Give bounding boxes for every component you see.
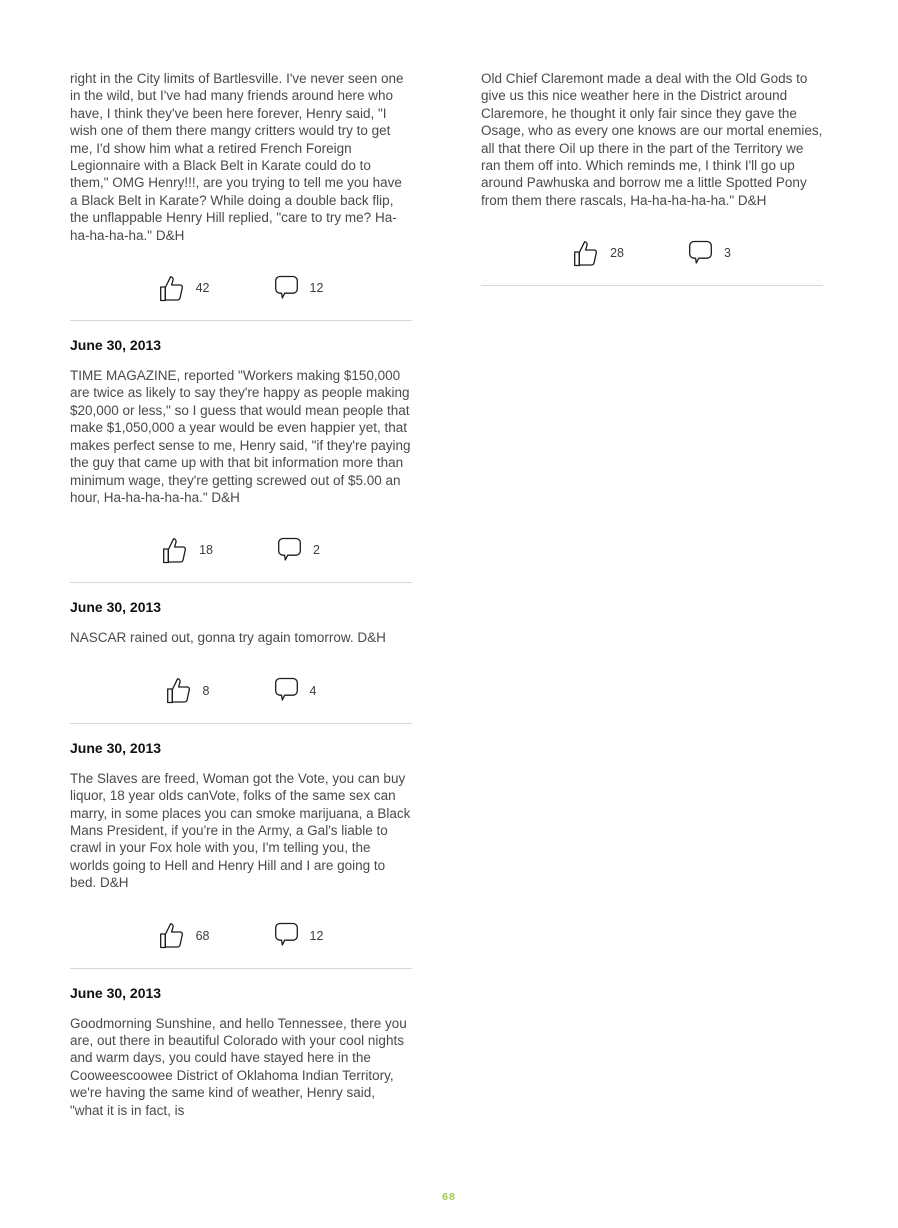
post-body-text: TIME MAGAZINE, reported "Workers making $150,000 are twice as likely to say they're happy as people making $20,000 or less," so I guess that would mean people that make $1,050,000 a year would be even happier yet, that makes perfect sense to me, Henry said, "if they're paying the guy that came up with that bit information more than minimum wage, they're getting screwed out of $5.00 an hour, Ha-ha-ha-ha-ha." D&H bbox=[70, 368, 411, 505]
post bbox=[481, 70, 823, 286]
post-body-text: Goodmorning Sunshine, and hello Tennessee, there you are, out there in beautiful Colorado with your cool nights and warm days, you could have stayed here in the Cooweescoowee District of Oklahoma Indian Territory, we're having the same kind of weather, Henry said, "what it is in fact, is bbox=[70, 1015, 407, 1118]
like-stat bbox=[159, 275, 210, 302]
comment-count: 2 bbox=[312, 543, 320, 558]
comment-count: 12 bbox=[309, 928, 324, 943]
engagement-row bbox=[70, 676, 412, 706]
post-divider bbox=[70, 968, 412, 969]
engagement-row bbox=[481, 238, 823, 268]
post-date-heading: June 30, 2013 bbox=[70, 337, 162, 354]
like-count: 8 bbox=[202, 683, 210, 698]
post bbox=[70, 599, 412, 723]
right-column bbox=[481, 70, 823, 286]
post bbox=[70, 337, 412, 583]
thumbs-up-icon bbox=[159, 922, 185, 949]
comment-bubble-icon bbox=[274, 677, 299, 704]
post-body-text: The Slaves are freed, Woman got the Vote, you can buy liquor, 18 year olds canVote, folks of the same sex can marry, in some places you can smoke marijuana, a Black Mans President, if you're in the Army, a Gal's liable to crawl in your Fox hole with you, I'm telling you, the worlds going to Hell and Henry Hill and I are going to bed. D&H bbox=[70, 770, 411, 891]
comment-stat bbox=[274, 922, 324, 949]
engagement-row bbox=[70, 535, 412, 565]
left-column bbox=[70, 70, 412, 1119]
comment-stat bbox=[274, 275, 324, 302]
comment-stat bbox=[688, 240, 731, 267]
post-date-heading: June 30, 2013 bbox=[70, 599, 162, 616]
like-stat bbox=[166, 677, 210, 704]
like-stat bbox=[159, 922, 210, 949]
post bbox=[70, 70, 412, 321]
like-stat bbox=[573, 240, 624, 267]
comment-count: 3 bbox=[723, 246, 731, 261]
like-count: 68 bbox=[195, 928, 210, 943]
thumbs-up-icon bbox=[166, 677, 192, 704]
post-divider bbox=[70, 582, 412, 583]
like-stat bbox=[162, 537, 213, 564]
thumbs-up-icon bbox=[159, 275, 185, 302]
like-count: 28 bbox=[610, 246, 624, 261]
comment-stat bbox=[277, 537, 320, 564]
engagement-row bbox=[70, 273, 412, 303]
comment-bubble-icon bbox=[274, 275, 299, 302]
page-number: 68 bbox=[442, 1191, 456, 1203]
comment-count: 4 bbox=[309, 683, 317, 698]
post-body-text: Old Chief Claremont made a deal with the Old Gods to give us this nice weather here in the District around Claremore, he thought it only fair since they gave the Osage, who as every one knows are our mortal enemies, all that there Oil up there in the part of the Territory we ran them off into. Which reminds me, I think I'll go up around Pawhuska and borrow me a little Spotted Pony from them there rascals, Ha-ha-ha-ha-ha." D&H bbox=[481, 71, 823, 208]
engagement-row bbox=[70, 921, 412, 951]
like-count: 18 bbox=[199, 543, 213, 558]
post-divider bbox=[70, 723, 412, 724]
post-date-heading: June 30, 2013 bbox=[70, 984, 162, 1001]
comment-count: 12 bbox=[309, 281, 324, 296]
post-date-heading: June 30, 2013 bbox=[70, 739, 162, 756]
like-count: 42 bbox=[195, 281, 210, 296]
post bbox=[70, 740, 412, 969]
comment-bubble-icon bbox=[688, 240, 713, 267]
thumbs-up-icon bbox=[162, 537, 188, 564]
comment-bubble-icon bbox=[274, 922, 299, 949]
comment-bubble-icon bbox=[277, 537, 302, 564]
comment-stat bbox=[274, 677, 317, 704]
post-divider bbox=[481, 285, 823, 286]
post-divider bbox=[70, 320, 412, 321]
post-body-text: right in the City limits of Bartlesville. I've never seen one in the wild, but I've had many friends around here who have, I think they've been here forever, Henry said, "I wish one of them there mangy critters would try to get me, I'd show him what a retired French Foreign Legionnaire with a Black Belt in Karate could do to them," OMG Henry!!!, are you trying to tell me you have a Black Belt in Karate? While doing a double back flip, the unflappable Henry Hill replied, "care to try me? Ha-ha-ha-ha-ha." D&H bbox=[70, 71, 404, 243]
thumbs-up-icon bbox=[573, 240, 599, 267]
post bbox=[70, 985, 412, 1119]
post-body-text: NASCAR rained out, gonna try again tomorrow. D&H bbox=[70, 630, 386, 646]
